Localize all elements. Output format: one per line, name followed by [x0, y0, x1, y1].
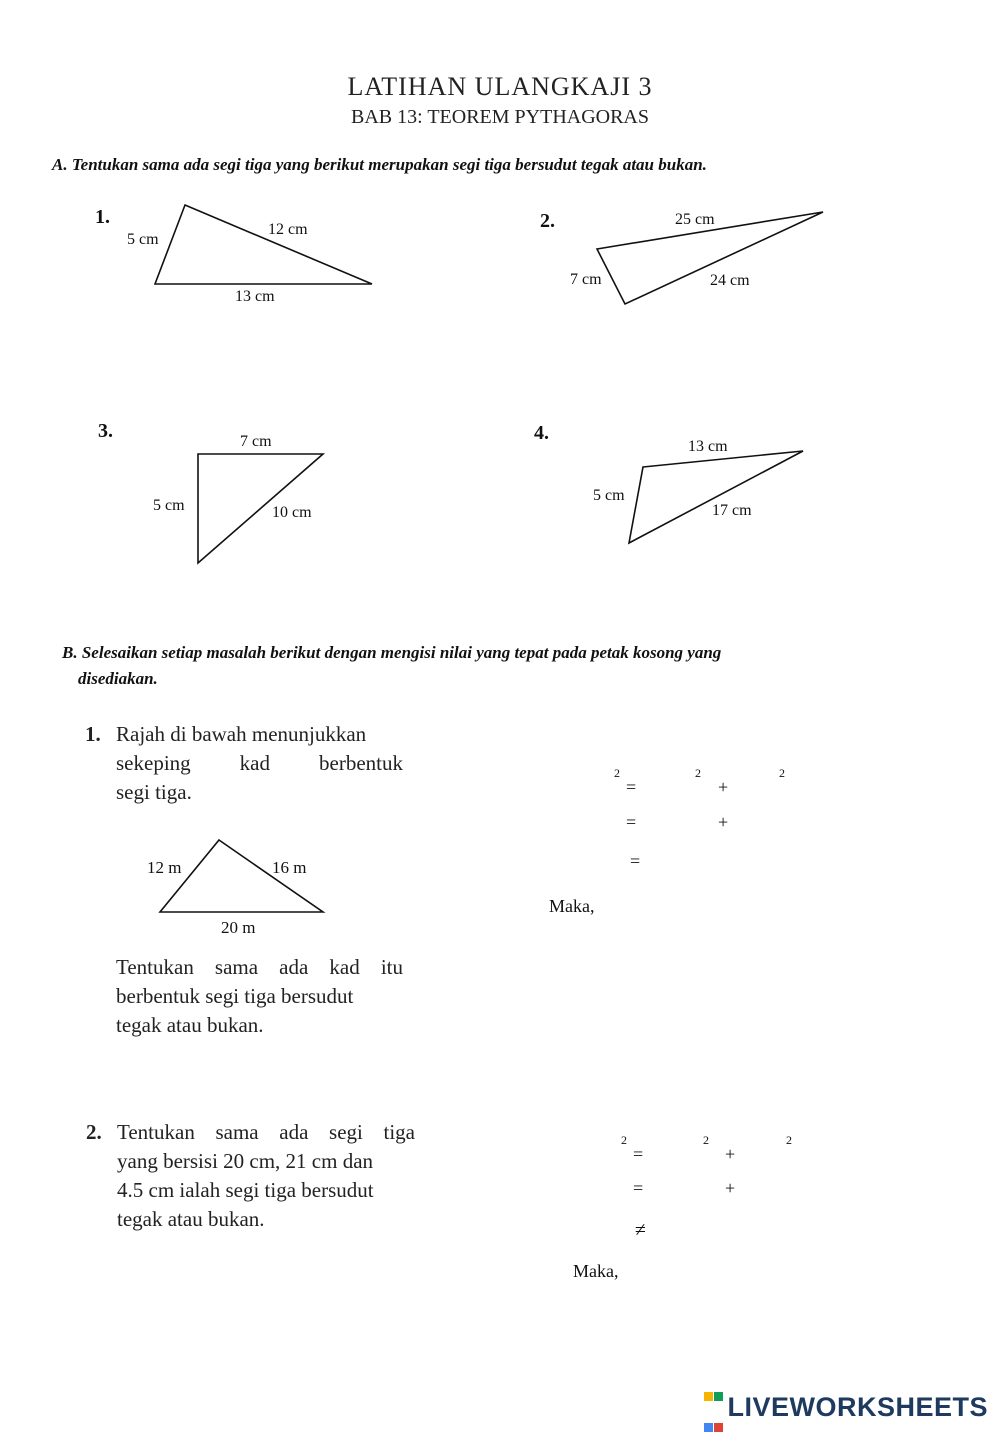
a-q1-side-label: 5 cm [127, 231, 159, 248]
b-q2-equals: = [633, 1144, 644, 1164]
b-q1-hyp-input[interactable] [568, 772, 616, 800]
b-q1-side2-square-input[interactable] [735, 808, 801, 836]
b-q1-hyp-square-input[interactable] [568, 808, 626, 836]
a-q4-side-label: 13 cm [688, 438, 728, 455]
a-q2-side-label: 24 cm [710, 272, 750, 289]
b-q2-hyp-input[interactable] [575, 1139, 623, 1167]
section-a-text: Tentukan sama ada segi tiga yang berikut merupakan segi tiga bersudut tegak atau bukan. [71, 155, 707, 174]
b-q1-exponent: 2 [695, 766, 701, 780]
b-q2-side2-input[interactable] [742, 1139, 790, 1167]
b-q1-exponent: 2 [614, 766, 620, 780]
section-b-instruction: B. Selesaikan setiap masalah berikut dengan mengisi nilai yang tepat pada petak kosong yang [62, 643, 722, 662]
b-q2-number: 2. [86, 1120, 102, 1144]
a-q4-side-label: 5 cm [593, 487, 625, 504]
b-q1-side1-square-input[interactable] [650, 808, 716, 836]
b-q2-lhs-input[interactable] [575, 1216, 635, 1244]
a-q2-side-label: 7 cm [570, 271, 602, 288]
section-a-instruction: A. Tentukan sama ada segi tiga yang berikut merupakan segi tiga bersudut tegak atau bukan. [52, 155, 707, 174]
b-q1-equals: = [626, 777, 637, 797]
a-q3-side-label: 5 cm [153, 497, 185, 514]
b-q2-side1-square-input[interactable] [657, 1174, 723, 1202]
b-q1-equals: = [626, 812, 637, 832]
a-q3-side-label: 7 cm [240, 433, 272, 450]
a-q3-side-label: 10 cm [272, 504, 312, 521]
b-q1-plus: + [718, 812, 729, 832]
brand-name: LIVEWORKSHEETS [727, 1392, 988, 1423]
b-q1-sum-input[interactable] [650, 847, 734, 875]
a-q3-number: 3. [98, 420, 113, 442]
b-q2-conclusion-input[interactable] [632, 1258, 916, 1286]
a-q1-side-label: 13 cm [235, 288, 275, 305]
b-q1-plus: + [718, 777, 729, 797]
b-q2-exponent: 2 [621, 1133, 627, 1147]
b-q2-plus: + [725, 1178, 736, 1198]
b-q1-side-label: 20 m [221, 918, 256, 937]
b-q2-sum-input[interactable] [657, 1216, 741, 1244]
chapter-subtitle: BAB 13: TEOREM PYTHAGORAS [351, 106, 649, 128]
b-q1-description: Rajah di bawah menunjukkan sekeping kad berbentuk segi tiga. [116, 722, 403, 804]
b-q1-side-label: 16 m [272, 858, 307, 877]
a-q1-number: 1. [95, 206, 110, 228]
b-q2-side2-square-input[interactable] [742, 1174, 808, 1202]
b-q2-hyp-square-input[interactable] [575, 1174, 633, 1202]
b-q1-lhs-input[interactable] [568, 847, 630, 875]
a-q2-number: 2. [540, 210, 555, 232]
b-q1-question: Tentukan sama ada kad itu berbentuk segi tiga bersudut tegak atau bukan. [116, 955, 403, 1037]
b-q2-side1-input[interactable] [657, 1139, 705, 1167]
b-q1-side-label: 12 m [147, 858, 182, 877]
b-q1-side1-input[interactable] [650, 772, 698, 800]
b-q2-not-equal: ≠ [635, 1219, 646, 1241]
b-q1-conclusion-input[interactable] [608, 893, 892, 921]
b-q2-equals: = [633, 1178, 644, 1198]
b-q2-maka: Maka, [573, 1261, 619, 1281]
liveworksheets-logo [704, 1378, 988, 1440]
b-q2-exponent: 2 [703, 1133, 709, 1147]
b-q1-exponent: 2 [779, 766, 785, 780]
page-title: LATIHAN ULANGKAJI 3 [347, 72, 653, 101]
section-b-instruction-cont: disediakan. [78, 669, 158, 688]
a-q1-side-label: 12 cm [268, 221, 308, 238]
liveworksheets-logo-icon [704, 1378, 724, 1440]
b-q1-equals: = [630, 851, 641, 871]
b-q1-maka: Maka, [549, 896, 595, 916]
b-q2-description: Tentukan sama ada segi tiga yang bersisi 20 cm, 21 cm dan 4.5 cm ialah segi tiga bersudut tegak atau bukan. [117, 1120, 415, 1231]
section-a-letter: A [52, 155, 64, 174]
b-q2-plus: + [725, 1144, 736, 1164]
section-b-text: Selesaikan setiap masalah berikut dengan mengisi nilai yang tepat pada petak kosong yang [81, 643, 722, 662]
a-q4-side-label: 17 cm [712, 502, 752, 519]
b-q1-side2-input[interactable] [735, 772, 783, 800]
a-q2-side-label: 25 cm [675, 211, 715, 228]
section-b-letter: B [62, 643, 74, 662]
b-q2-exponent: 2 [786, 1133, 792, 1147]
b-q1-number: 1. [85, 722, 101, 746]
a-q4-number: 4. [534, 422, 549, 444]
